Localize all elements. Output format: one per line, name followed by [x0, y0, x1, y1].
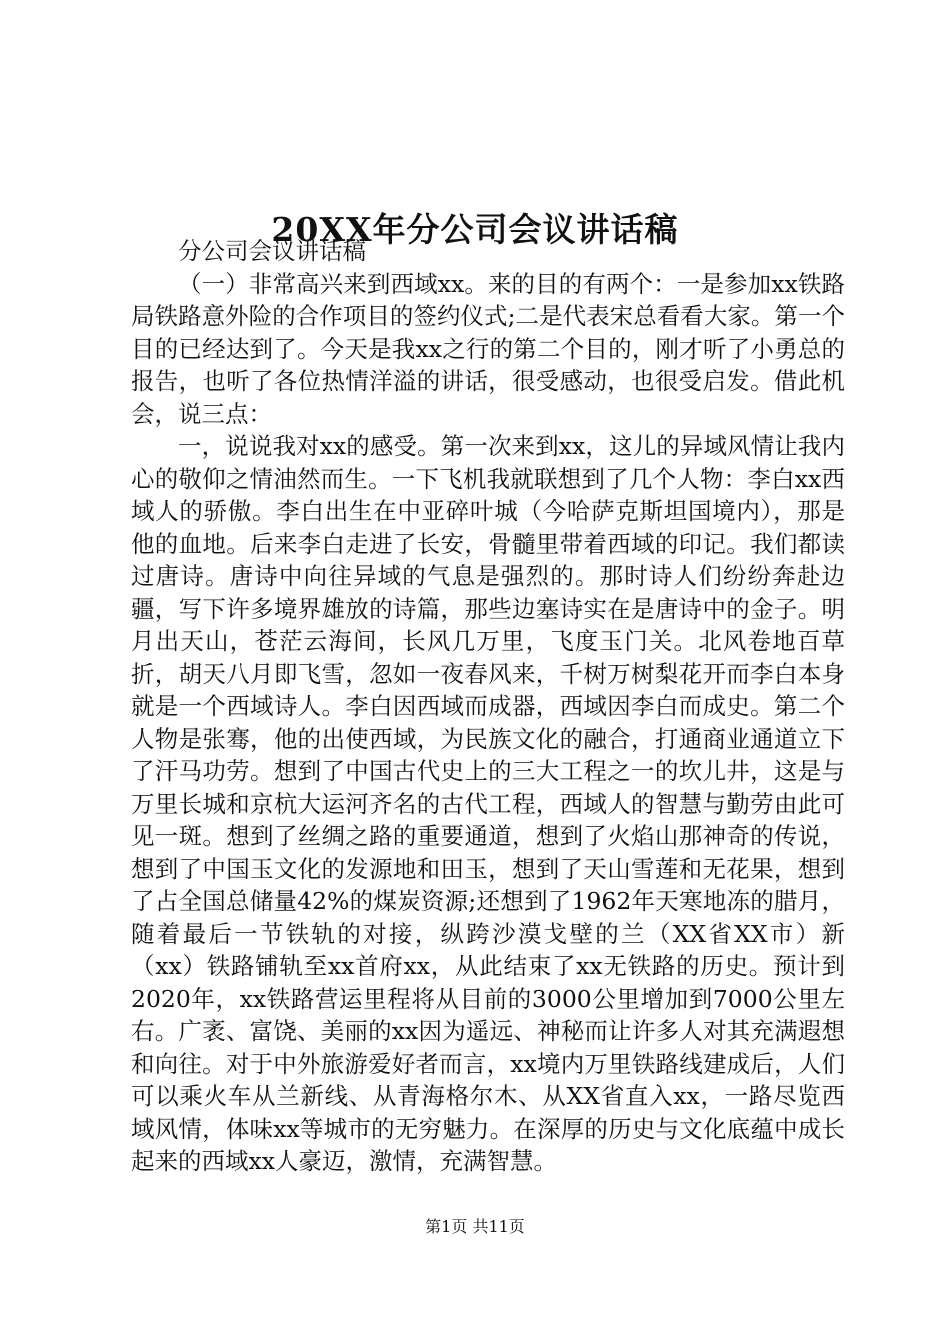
paragraph-intro: （一）非常高兴来到西域xx。来的目的有两个：一是参加xx铁路局铁路意外险的合作项目的签约仪式;二是代表宋总看看大家。第一个目的已经达到了。今天是我xx之行的第二个目的，刚才听了小勇总的报告，也听了各位热情洋溢的讲话，很受感动，也很受启发。借此机会，说三点： [131, 269, 845, 428]
document-body [131, 235, 845, 1178]
document-title: 20XX年分公司会议讲话稿 [271, 210, 679, 250]
page-footer: 第1页 共11页 [425, 1217, 525, 1236]
paragraph-section-one: 一，说说我对xx的感受。第一次来到xx，这儿的异域风情让我内心的敬仰之情油然而生。一下飞机我就联想到了几个人物：李白xx西域人的骄傲。李白出生在中亚碎叶城（今哈萨克斯坦国境内），那是他的血地。后来李白走进了长安，骨髓里带着西域的印记。我们都读过唐诗。唐诗中向往异域的气息是强烈的。那时诗人们纷纷奔赴边疆，写下许多境界雄放的诗篇，那些边塞诗实在是唐诗中的金子。明月出天山，苍茫云海间，长风几万里，飞度玉门关。北风卷地百草折，胡天八月即飞雪，忽如一夜春风来，千树万树梨花开而李白本身就是一个西域诗人。李白因西域而成器，西域因李白而成史。第二个人物是张骞，他的出使西域，为民族文化的融合，打通商业通道立下了汗马功劳。想到了中国古代史上的三大工程之一的坎儿井，这是与万里长城和京杭大运河齐名的古代工程，西域人的智慧与勤劳由此可见一斑。想到了丝绸之路的重要通道，想到了火焰山那神奇的传说，想到了中国玉文化的发源地和田玉，想到了天山雪莲和无花果，想到了占全国总储量42%的煤炭资源;还想到了1962年天寒地冻的腊月，随着最后一节铁轨的对接，纵跨沙漠戈壁的兰（XX省XX市）新（xx）铁路铺轨至xx首府xx，从此结束了xx无铁路的历史。预计到2020年，xx铁路营运里程将从目前的3000公里增加到7000公里左右。广袤、富饶、美丽的xx因为遥远、神秘而让许多人对其充满遐想和向往。对于中外旅游爱好者而言，xx境内万里铁路线建成后，人们可以乘火车从兰新线、从青海格尔木、从XX省直入xx，一路尽览西域风情，体味xx等城市的无穷魅力。在深厚的历史与文化底蕴中成长起来的西域xx人豪迈，激情，充满智慧。 [131, 432, 845, 1175]
paragraph-subtitle: 分公司会议讲话稿 [178, 237, 366, 265]
